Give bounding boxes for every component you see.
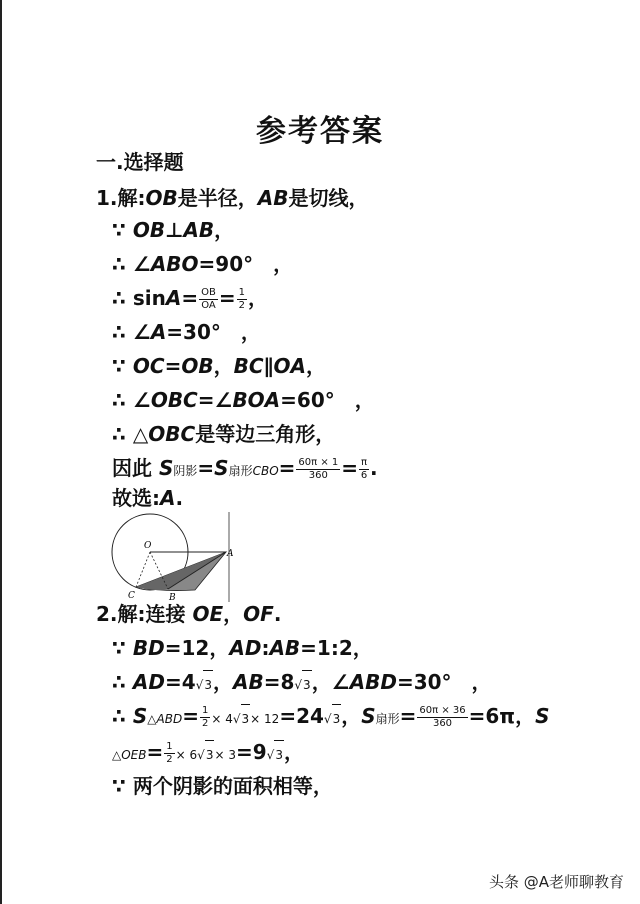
text: 1.解: — [96, 186, 146, 210]
text: =4 — [164, 670, 196, 694]
sqrt: √3 — [197, 748, 214, 762]
text: ∵ — [112, 218, 133, 242]
text: 2.解:连接 — [96, 602, 193, 626]
text: ∵ — [112, 354, 133, 378]
text: ∴ ∠ — [112, 388, 151, 412]
q1-line-1 — [96, 184, 369, 212]
var: OBC — [150, 388, 198, 412]
var: OB — [132, 218, 166, 242]
text: . — [370, 456, 378, 480]
var: S — [214, 456, 229, 480]
numerator: OB — [201, 287, 216, 298]
q2-line-6 — [112, 772, 333, 800]
text: × 6 — [175, 748, 198, 762]
radicand: 3 — [205, 740, 215, 769]
denominator: OA — [201, 300, 216, 311]
text: ∵ 两个阴影的面积相等， — [112, 774, 333, 798]
subscript: CBO — [252, 464, 279, 478]
q1-line-3 — [112, 250, 293, 278]
text: ， — [283, 740, 304, 764]
var: AB — [232, 670, 264, 694]
var: OA — [273, 354, 306, 378]
text: × 4 — [211, 712, 233, 726]
q1-line-5 — [112, 318, 261, 346]
text: = — [164, 354, 182, 378]
sqrt: √3 — [233, 712, 250, 726]
section-heading: 一.选择题 — [96, 150, 184, 174]
var: BC — [233, 354, 264, 378]
text: =24 — [279, 704, 324, 728]
subscript: OEB — [121, 748, 147, 762]
q1-line-10 — [112, 484, 183, 512]
sqrt: √3 — [294, 678, 311, 692]
q2-line-1 — [96, 600, 281, 628]
denominator: 6 — [360, 470, 368, 481]
var: AD — [229, 636, 262, 660]
text: =60° ， — [280, 388, 375, 412]
numerator: 1 — [238, 287, 246, 298]
var: ABD — [349, 670, 397, 694]
text: =30° ， — [396, 670, 492, 694]
text: ∴ ∠ — [112, 252, 151, 276]
q1-line-7 — [112, 386, 375, 414]
text: =6π， — [468, 704, 536, 728]
text: = — [218, 286, 236, 310]
radicand: 3 — [241, 704, 251, 733]
sqrt: √3 — [324, 712, 341, 726]
text: ∴ ∠ — [112, 320, 151, 344]
var: AB — [183, 218, 215, 242]
fraction — [237, 288, 247, 311]
var: S — [132, 704, 148, 728]
text: 是切线， — [288, 186, 369, 210]
text: × 3 — [214, 748, 236, 762]
text: ，∠ — [311, 670, 350, 694]
var: S — [535, 704, 550, 728]
q2-line-5 — [112, 738, 304, 769]
sqrt: √3 — [196, 678, 213, 692]
text: ， — [213, 354, 234, 378]
q2-line-2 — [112, 634, 373, 662]
var: ABO — [150, 252, 199, 276]
q1-line-4 — [112, 284, 268, 312]
fraction — [199, 288, 218, 311]
subscript: 阴影 — [173, 464, 198, 478]
q1-line-6 — [112, 352, 326, 380]
denominator: 360 — [432, 718, 453, 729]
fraction — [417, 706, 467, 729]
text: × 12 — [250, 712, 280, 726]
q1-line-2 — [112, 216, 234, 244]
text: ∴ sin — [112, 286, 166, 310]
label-o: O — [144, 541, 152, 551]
denominator: 2 — [166, 754, 173, 765]
var: AB — [269, 636, 301, 660]
geometry-diagram — [108, 512, 240, 602]
text: =30° ， — [166, 320, 261, 344]
text: = — [278, 456, 296, 480]
text: . — [175, 486, 184, 510]
var: OF — [243, 602, 274, 626]
q2-line-3 — [112, 668, 492, 699]
segment-oc — [136, 552, 150, 587]
radicand: 3 — [332, 704, 342, 733]
denominator: 360 — [308, 470, 328, 481]
text: 故选: — [112, 486, 160, 510]
var: AB — [257, 186, 289, 210]
numerator: 60π × 1 — [298, 457, 339, 468]
text: ， — [214, 218, 235, 242]
text: ⊥ — [165, 218, 184, 242]
q1-line-9 — [112, 454, 378, 485]
fraction — [200, 706, 210, 729]
var: S — [158, 456, 174, 480]
text: ， — [223, 602, 244, 626]
label-b: B — [169, 593, 176, 602]
subscript: 扇形 — [228, 464, 253, 478]
var: OC — [132, 354, 165, 378]
numerator: π — [361, 457, 368, 468]
numerator: 1 — [201, 705, 209, 716]
text: =12， — [164, 636, 230, 660]
fraction — [164, 742, 174, 765]
q2-line-4 — [112, 702, 550, 733]
var: OBC — [148, 422, 196, 446]
fraction — [359, 458, 369, 481]
var: OB — [181, 354, 214, 378]
sqrt: √3 — [267, 748, 284, 762]
fraction — [296, 458, 340, 481]
radicand: 3 — [302, 670, 312, 699]
text: = — [146, 740, 164, 764]
q1-line-8 — [112, 420, 335, 448]
geometry-figure — [108, 512, 240, 606]
text: =8 — [263, 670, 295, 694]
subscript: 扇形 — [375, 712, 400, 726]
var: BD — [132, 636, 165, 660]
denominator: 2 — [238, 300, 246, 311]
text: ∴ — [112, 704, 133, 728]
numerator: 60π × 36 — [419, 705, 466, 716]
watermark: 头条 @A老师聊教育 — [488, 873, 624, 891]
label-a: A — [227, 549, 234, 559]
var: OE — [192, 602, 224, 626]
radicand: 3 — [274, 740, 284, 769]
var: BOA — [232, 388, 281, 412]
text: ∴ — [112, 670, 133, 694]
text: ∵ — [112, 636, 133, 660]
text: =90° ， — [198, 252, 294, 276]
text: =∠ — [197, 388, 233, 412]
text: = — [181, 286, 199, 310]
var: A — [165, 286, 182, 310]
text: ∴ △ — [112, 422, 149, 446]
var: A — [150, 320, 167, 344]
text: ， — [341, 704, 362, 728]
var: OB — [145, 186, 178, 210]
text: ， — [212, 670, 233, 694]
text: 是等边三角形， — [195, 422, 336, 446]
numerator: 1 — [166, 741, 173, 752]
text: ∥ — [263, 354, 274, 378]
text: . — [273, 602, 282, 626]
text: ， — [248, 286, 269, 310]
page-title: 参考答案 — [256, 114, 384, 149]
text: = — [197, 456, 215, 480]
subscript: △ — [112, 748, 122, 762]
text: = — [399, 704, 417, 728]
text: = — [182, 704, 199, 728]
text: =1:2， — [300, 636, 373, 660]
text: = — [341, 456, 359, 480]
text: 因此 — [112, 456, 159, 480]
text: ， — [306, 354, 326, 378]
text: =9 — [235, 740, 267, 764]
denominator: 2 — [201, 718, 209, 729]
subscript: △ — [147, 712, 157, 726]
var: AD — [132, 670, 165, 694]
text: 是半径， — [177, 186, 258, 210]
var: A — [160, 486, 176, 510]
var: S — [361, 704, 376, 728]
radicand: 3 — [203, 670, 213, 699]
label-c: C — [128, 591, 135, 601]
subscript: ABD — [156, 712, 183, 726]
text: : — [261, 636, 270, 660]
